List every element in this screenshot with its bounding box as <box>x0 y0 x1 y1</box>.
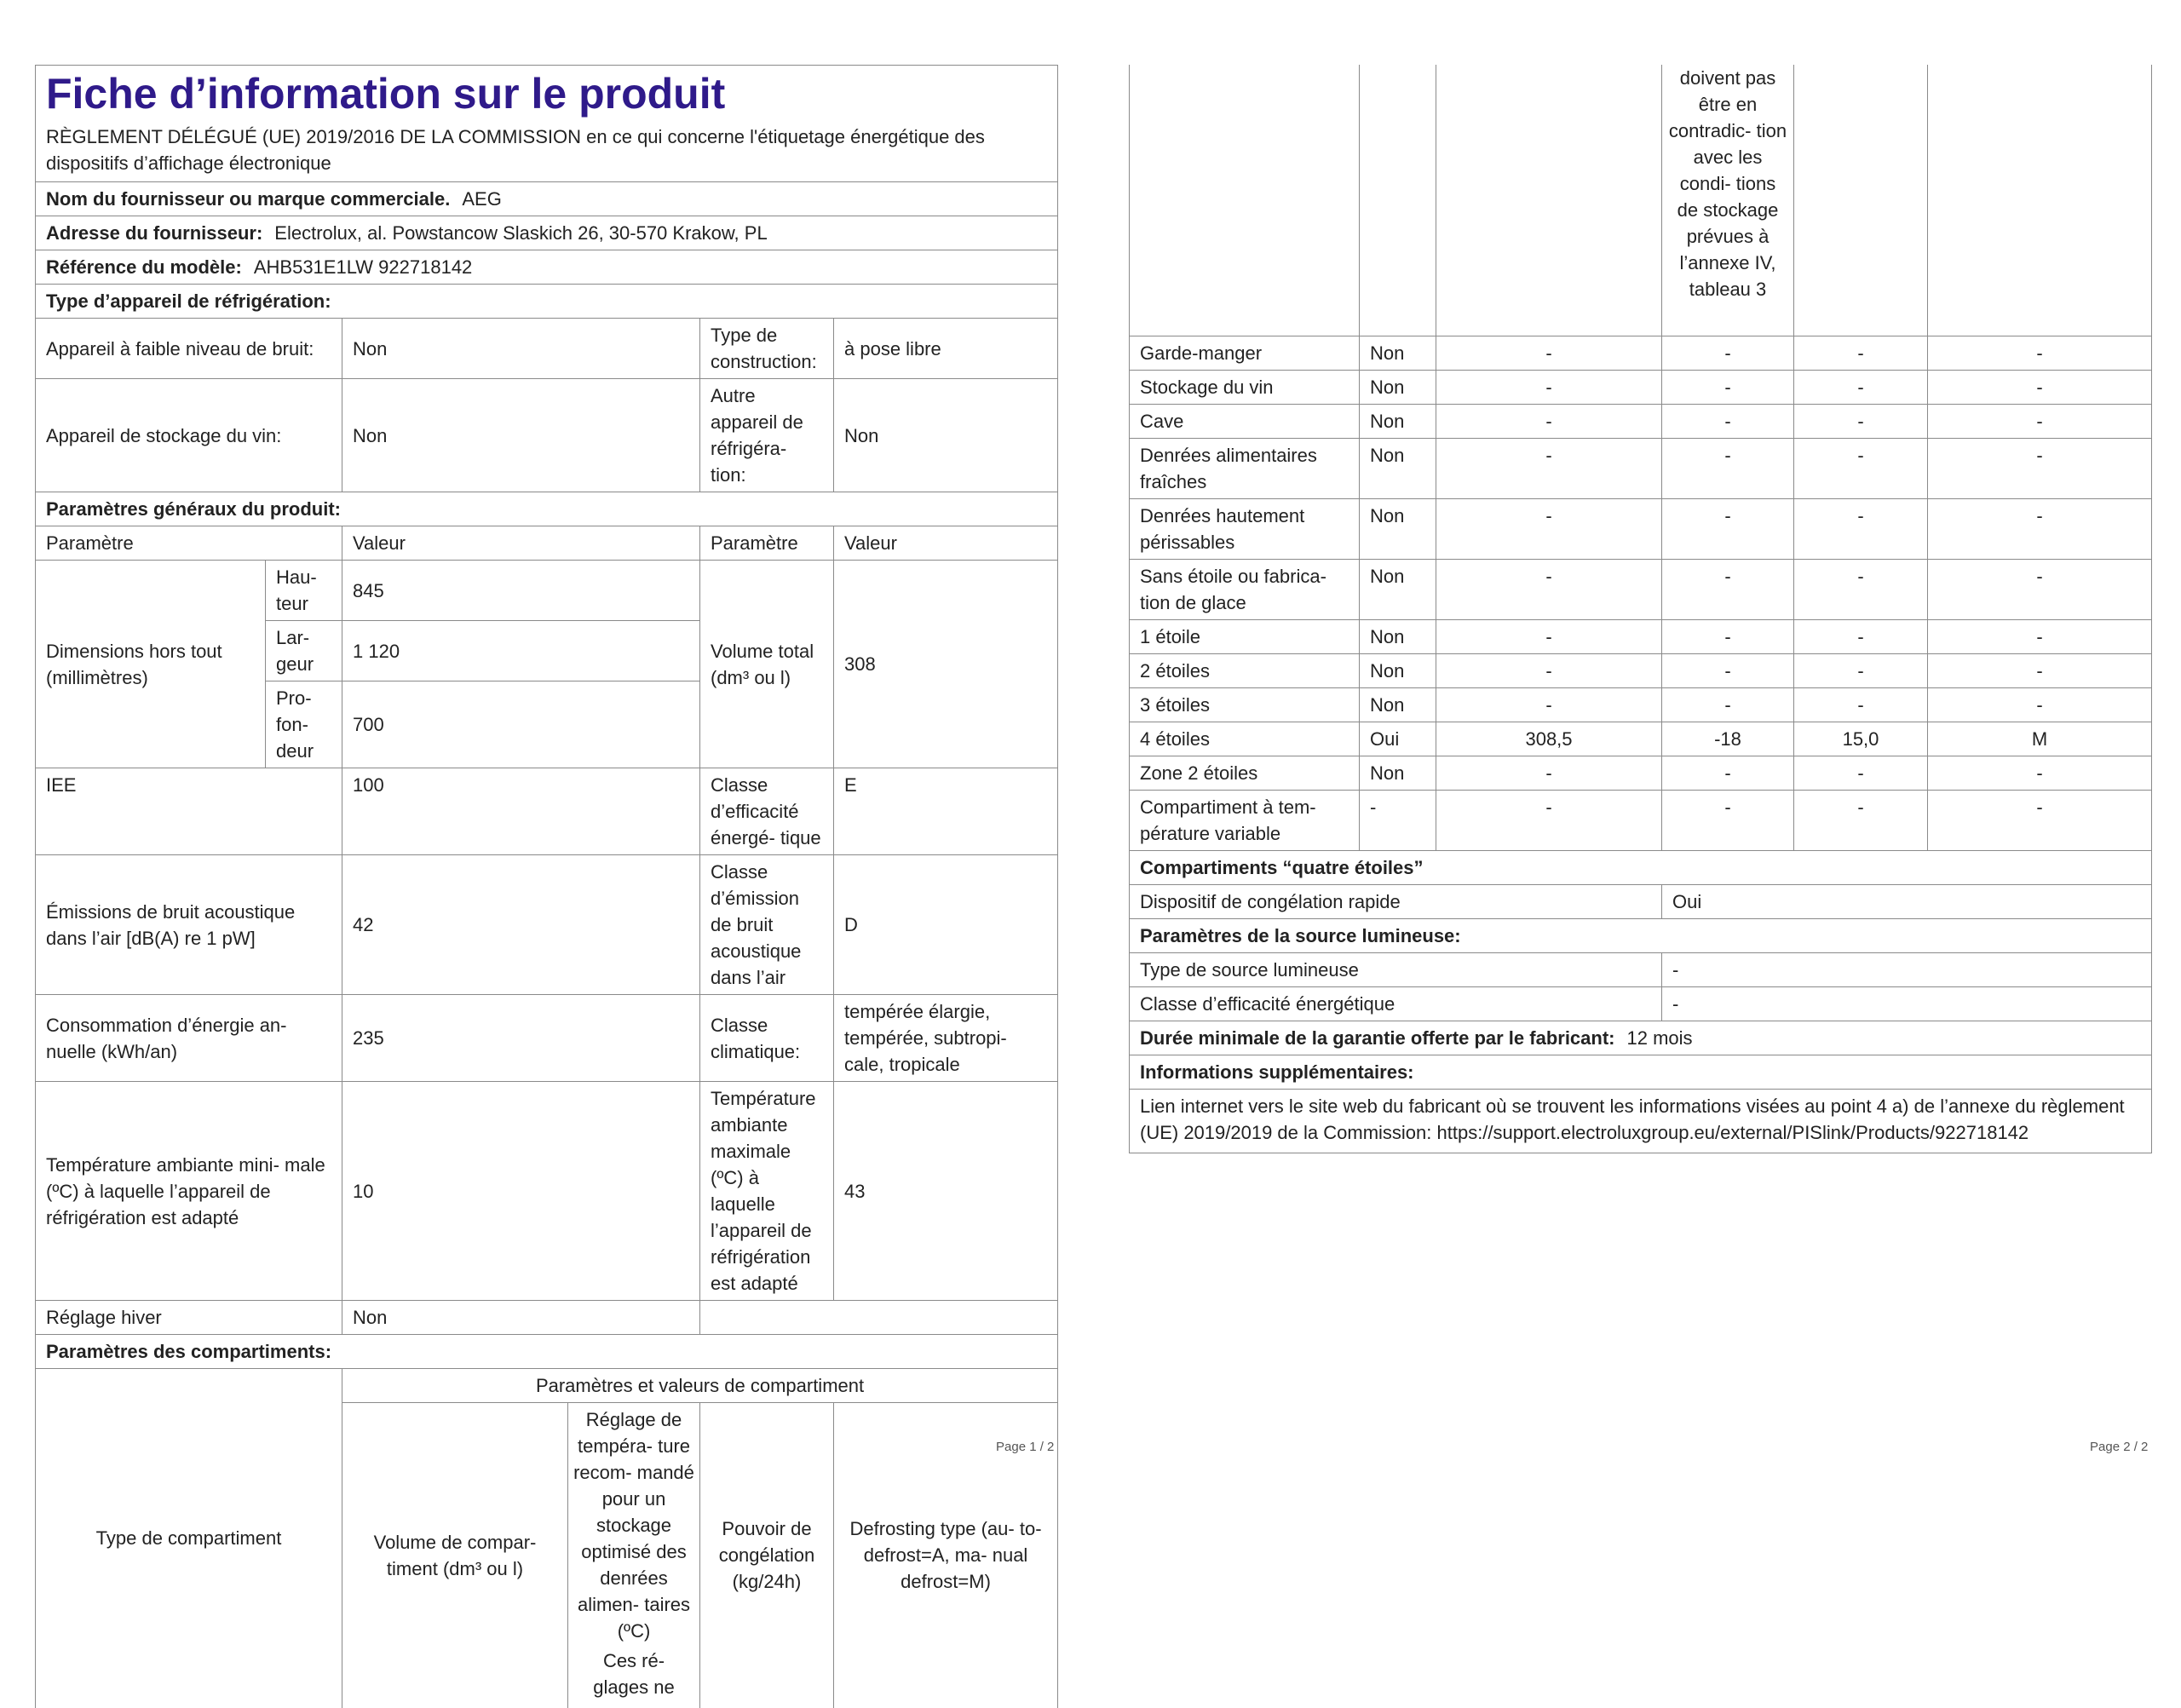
temp-setting-label: Réglage de tempéra- ture recom- mandé pour un stockage optimisé des denrées alimen- taires (ºC) <box>573 1408 694 1642</box>
light-type-label: Type de source lumineuse <box>1130 952 1662 986</box>
defrost-label: Defrosting type (au- to-defrost=A, ma- nual defrost=M) <box>834 1402 1058 1708</box>
compartment-temp: - <box>1662 499 1794 560</box>
compartment-name: Cave <box>1130 405 1360 439</box>
other-appliance-label: Autre appareil de réfrigéra- tion: <box>700 379 834 492</box>
table-row <box>1130 688 2152 722</box>
address-value: Electrolux, al. Powstancow Slaskich 26, 30-570 Krakow, PL <box>274 222 768 244</box>
compartment-temp: - <box>1662 371 1794 405</box>
col-param-1: Paramètre <box>36 526 342 561</box>
compartment-freezing: - <box>1794 336 1928 371</box>
model-value: AHB531E1LW 922718142 <box>253 256 473 278</box>
compartment-volume: - <box>1436 439 1662 499</box>
compartment-present: Non <box>1360 560 1436 620</box>
compartment-defrost: - <box>1928 405 2152 439</box>
compartment-freezing: - <box>1794 620 1928 654</box>
compartment-temp: - <box>1662 791 1794 851</box>
max-temp-value: 43 <box>834 1082 1058 1301</box>
col-param-2: Paramètre <box>700 526 834 561</box>
compartment-present: Non <box>1360 439 1436 499</box>
compartment-present: Non <box>1360 499 1436 560</box>
fast-freeze-value: Oui <box>1662 884 2152 918</box>
col-value-2: Valeur <box>834 526 1058 561</box>
empty-cell <box>1130 65 1360 336</box>
compartment-volume: 308,5 <box>1436 722 1662 756</box>
compartment-freezing: - <box>1794 791 1928 851</box>
compartment-freezing: - <box>1794 405 1928 439</box>
compartment-defrost: - <box>1928 560 2152 620</box>
compartment-volume: - <box>1436 654 1662 688</box>
climate-label: Classe climatique: <box>700 995 834 1082</box>
compartment-freezing: - <box>1794 499 1928 560</box>
compartment-temp: - <box>1662 405 1794 439</box>
compartment-temp: - <box>1662 654 1794 688</box>
compartment-present: Non <box>1360 654 1436 688</box>
construction-value: à pose libre <box>834 319 1058 379</box>
temp-setting-note-end: doivent pas être en contradic- tion avec les condi- tions de stockage prévues à l’annexe IV, tableau 3 <box>1662 65 1794 336</box>
height-label: Hau- teur <box>266 561 342 621</box>
climate-value: tempérée élargie, tempérée, subtropi- cale, tropicale <box>834 995 1058 1082</box>
page-2 <box>1129 65 2151 1153</box>
total-volume-value: 308 <box>834 561 1058 768</box>
compartment-temp: - <box>1662 560 1794 620</box>
compartment-present: Non <box>1360 405 1436 439</box>
light-type-value: - <box>1662 952 2152 986</box>
compartment-temp: -18 <box>1662 722 1794 756</box>
address-row <box>36 216 1058 250</box>
min-temp-value: 10 <box>342 1082 700 1301</box>
empty-cell <box>1928 65 2152 336</box>
compartment-name: Compartiment à tem- pérature variable <box>1130 791 1360 851</box>
compartment-defrost: - <box>1928 654 2152 688</box>
compartment-volume: - <box>1436 756 1662 791</box>
compartment-present: Non <box>1360 336 1436 371</box>
compartment-temp: - <box>1662 620 1794 654</box>
dimensions-label: Dimensions hors tout (millimètres) <box>36 561 266 768</box>
compartment-temp: - <box>1662 439 1794 499</box>
compartment-volume: - <box>1436 405 1662 439</box>
compartment-volume: - <box>1436 560 1662 620</box>
compartments-heading: Paramètres des compartiments: <box>36 1335 1058 1369</box>
compartment-name: 3 étoiles <box>1130 688 1360 722</box>
compartment-temp: - <box>1662 688 1794 722</box>
compartment-defrost: - <box>1928 439 2152 499</box>
compartment-freezing: - <box>1794 371 1928 405</box>
noise-class-label: Classe d’émission de bruit acoustique dans l’air <box>700 855 834 995</box>
appliance-type-heading: Type d’appareil de réfrigération: <box>36 285 1058 319</box>
empty-cell <box>1360 65 1436 336</box>
compartment-name: Denrées alimentaires fraîches <box>1130 439 1360 499</box>
eei-label: IEE <box>36 768 342 855</box>
noise-label: Émissions de bruit acoustique dans l’air [dB(A) re 1 pW] <box>36 855 342 995</box>
compartment-present: Oui <box>1360 722 1436 756</box>
table-row <box>1130 620 2152 654</box>
eei-value: 100 <box>342 768 700 855</box>
depth-value: 700 <box>342 681 700 768</box>
compartment-defrost: - <box>1928 620 2152 654</box>
compartment-freezing: 15,0 <box>1794 722 1928 756</box>
table-row <box>1130 654 2152 688</box>
compartment-name: 1 étoile <box>1130 620 1360 654</box>
compartment-name: Sans étoile ou fabrica- tion de glace <box>1130 560 1360 620</box>
compartment-present: Non <box>1360 620 1436 654</box>
freezing-label: Pouvoir de congélation (kg/24h) <box>700 1402 834 1708</box>
compartment-name: Garde-manger <box>1130 336 1360 371</box>
warranty-value: 12 mois <box>1626 1027 1693 1049</box>
construction-label: Type de construction: <box>700 319 834 379</box>
supplier-value: AEG <box>462 188 502 210</box>
compartment-type-label: Type de compartiment <box>36 1368 342 1708</box>
model-row <box>36 250 1058 285</box>
empty-cell <box>1436 65 1662 336</box>
compartment-defrost: - <box>1928 791 2152 851</box>
winter-label: Réglage hiver <box>36 1301 342 1335</box>
table-row <box>1130 722 2152 756</box>
noise-value: 42 <box>342 855 700 995</box>
consumption-value: 235 <box>342 995 700 1082</box>
page-2-footer: Page 2 / 2 <box>2090 1440 2149 1454</box>
general-params-heading: Paramètres généraux du produit: <box>36 492 1058 526</box>
compartment-name: Stockage du vin <box>1130 371 1360 405</box>
compartment-volume: - <box>1436 336 1662 371</box>
compartment-present: Non <box>1360 688 1436 722</box>
compartment-freezing: - <box>1794 756 1928 791</box>
compartment-freezing: - <box>1794 654 1928 688</box>
table-row <box>1130 336 2152 371</box>
table-row <box>1130 756 2152 791</box>
compartment-present: Non <box>1360 371 1436 405</box>
comp-volume-label: Volume de compar- timent (dm³ ou l) <box>342 1402 568 1708</box>
compartment-name: Denrées hautement périssables <box>1130 499 1360 560</box>
light-heading: Paramètres de la source lumineuse: <box>1130 918 2152 952</box>
low-noise-value: Non <box>342 319 700 379</box>
page-1 <box>35 65 1057 1708</box>
product-info-table <box>35 65 1058 1369</box>
fast-freeze-label: Dispositif de congélation rapide <box>1130 884 1662 918</box>
supplier-row <box>36 182 1058 216</box>
depth-label: Pro- fon- deur <box>266 681 342 768</box>
compartment-defrost: - <box>1928 371 2152 405</box>
compartment-temp: - <box>1662 336 1794 371</box>
compartments-header-table <box>35 1368 1058 1708</box>
consumption-label: Consommation d’énergie an- nuelle (kWh/an) <box>36 995 342 1082</box>
supplier-label: Nom du fournisseur ou marque commerciale. <box>46 188 451 210</box>
width-value: 1 120 <box>342 621 700 681</box>
compartment-volume: - <box>1436 688 1662 722</box>
compartment-volume: - <box>1436 620 1662 654</box>
light-class-value: - <box>1662 986 2152 1021</box>
table-row <box>1130 791 2152 851</box>
compartment-defrost: M <box>1928 722 2152 756</box>
noise-class-value: D <box>834 855 1058 995</box>
compartment-defrost: - <box>1928 336 2152 371</box>
additional-info-table <box>1129 850 2152 1153</box>
compartments-table <box>1129 65 2152 851</box>
winter-value: Non <box>342 1301 700 1335</box>
empty-cell <box>700 1301 1058 1335</box>
table-row <box>1130 499 2152 560</box>
other-appliance-value: Non <box>834 379 1058 492</box>
table-row <box>1130 560 2152 620</box>
compartment-volume: - <box>1436 499 1662 560</box>
height-value: 845 <box>342 561 700 621</box>
extra-text: Lien internet vers le site web du fabricant où se trouvent les informations visées au point 4 a) de l’annexe du règlement (UE) 2019/2019 de la Commission: https://support.electroluxgroup.eu/external/PISlink/Products/922718142 <box>1130 1089 2152 1153</box>
width-label: Lar- geur <box>266 621 342 681</box>
table-row <box>1130 405 2152 439</box>
col-value-1: Valeur <box>342 526 700 561</box>
warranty-row <box>1130 1021 2152 1055</box>
regulation-text: RÈGLEMENT DÉLÉGUÉ (UE) 2019/2016 DE LA COMMISSION en ce qui concerne l'étiquetage énergétique des dispositifs d’affichage électronique <box>36 120 1058 182</box>
compartment-freezing: - <box>1794 688 1928 722</box>
energy-class-label: Classe d’efficacité énergé- tique <box>700 768 834 855</box>
low-noise-label: Appareil à faible niveau de bruit: <box>36 319 342 379</box>
compartment-present: - <box>1360 791 1436 851</box>
compartment-name: 4 étoiles <box>1130 722 1360 756</box>
compartment-defrost: - <box>1928 688 2152 722</box>
compartment-defrost: - <box>1928 499 2152 560</box>
extra-heading: Informations supplémentaires: <box>1130 1055 2152 1089</box>
temp-setting-label-cell <box>568 1402 700 1708</box>
max-temp-label: Température ambiante maximale (ºC) à laquelle l’appareil de réfrigération est adapté <box>700 1082 834 1301</box>
energy-class-value: E <box>834 768 1058 855</box>
model-label: Référence du modèle: <box>46 256 242 278</box>
total-volume-label: Volume total (dm³ ou l) <box>700 561 834 768</box>
wine-value: Non <box>342 379 700 492</box>
compartment-rows <box>1130 336 2152 851</box>
params-values-label: Paramètres et valeurs de compartiment <box>342 1368 1058 1402</box>
temp-setting-note-start: Ces ré- glages ne <box>593 1649 675 1698</box>
compartment-freezing: - <box>1794 439 1928 499</box>
compartment-temp: - <box>1662 756 1794 791</box>
table-row <box>1130 371 2152 405</box>
table-row <box>1130 439 2152 499</box>
page-1-footer: Page 1 / 2 <box>996 1440 1055 1454</box>
compartment-name: 2 étoiles <box>1130 654 1360 688</box>
address-label: Adresse du fournisseur: <box>46 222 263 244</box>
compartment-name: Zone 2 étoiles <box>1130 756 1360 791</box>
compartment-freezing: - <box>1794 560 1928 620</box>
four-star-heading: Compartiments “quatre étoiles” <box>1130 850 2152 884</box>
page-title: Fiche d’information sur le produit <box>36 66 1058 121</box>
empty-cell <box>1794 65 1928 336</box>
warranty-label: Durée minimale de la garantie offerte par le fabricant: <box>1140 1027 1615 1049</box>
compartment-volume: - <box>1436 371 1662 405</box>
min-temp-label: Température ambiante mini- male (ºC) à laquelle l’appareil de réfrigération est adapté <box>36 1082 342 1301</box>
wine-label: Appareil de stockage du vin: <box>36 379 342 492</box>
compartment-present: Non <box>1360 756 1436 791</box>
compartment-volume: - <box>1436 791 1662 851</box>
light-class-label: Classe d’efficacité énergétique <box>1130 986 1662 1021</box>
compartment-defrost: - <box>1928 756 2152 791</box>
